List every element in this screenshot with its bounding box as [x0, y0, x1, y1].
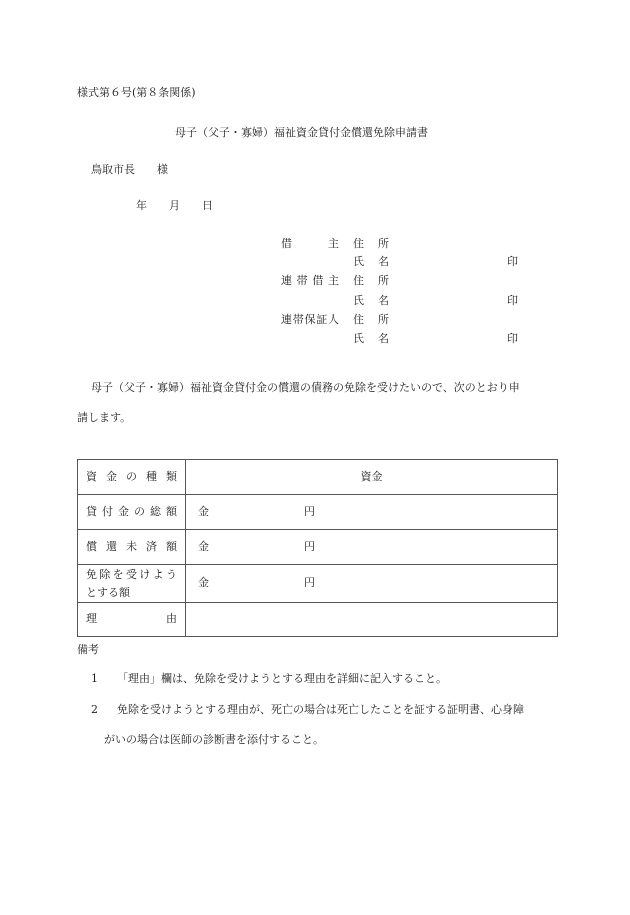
- exemption-label-line-1: 免 除 を 受 け よ う: [86, 567, 177, 581]
- note-item-2-continuation: がいの場合は医師の診断書を添付すること。: [104, 733, 324, 746]
- joint-borrower-address-label: 住 所: [353, 274, 389, 287]
- exemption-currency-unit: 円: [304, 576, 315, 590]
- total-loan-currency-unit: 円: [304, 504, 315, 518]
- table-row-unpaid: [78, 530, 558, 565]
- body-line-2: 請します。: [77, 411, 132, 424]
- exemption-amount: [186, 565, 558, 603]
- unpaid-currency-prefix: 金: [198, 539, 209, 553]
- reason-value: [186, 603, 558, 637]
- table-row-total-loan: [78, 495, 558, 530]
- note-item-2: [91, 703, 524, 717]
- body-line-1: 母子（父子・寡婦）福祉資金貸付金の償還の債務の免除を受けたいので、次のとおり申: [91, 381, 520, 394]
- unpaid-currency-unit: 円: [304, 539, 315, 553]
- total-loan-currency-prefix: 金: [198, 504, 209, 518]
- unpaid-amount: [186, 530, 558, 565]
- note-number: 2: [91, 703, 98, 716]
- addressee-name: 鳥取市長: [91, 163, 135, 176]
- borrower-seal: 印: [507, 255, 518, 268]
- note-text: 免除を受けようとする理由が、死亡の場合は死亡したことを証する証明書、心身障: [117, 703, 524, 716]
- guarantor-label: 連 帯 保 証 人: [281, 313, 339, 326]
- guarantor-address-label: 住 所: [353, 313, 389, 326]
- addressee: [91, 163, 168, 177]
- date-line: [136, 199, 213, 213]
- note-text: 「理由」欄は、免除を受けようとする理由を詳細に記入すること。: [117, 672, 447, 685]
- unpaid-label: 償 還 未 済 額: [86, 539, 177, 553]
- borrower-address-label: 住 所: [353, 237, 389, 250]
- joint-borrower-seal: 印: [507, 294, 518, 307]
- note-number: 1: [91, 672, 98, 685]
- table-row-reason: [78, 603, 558, 637]
- date-day: 日: [202, 199, 213, 212]
- fund-type-label: 資 金 の 種 類: [86, 469, 177, 483]
- guarantor-name-label: 氏 名: [353, 332, 389, 345]
- notes-heading: 備考: [77, 643, 99, 656]
- addressee-honorific: 様: [157, 163, 168, 176]
- reason-label: 理 由: [86, 612, 177, 626]
- form-number: 様式第６号(第８条関係): [77, 86, 196, 99]
- exemption-currency-prefix: 金: [198, 576, 209, 590]
- fund-type-value: 資金: [186, 460, 558, 495]
- total-loan-label: 貸 付 金 の 総 額: [86, 504, 177, 518]
- table-row-fund-type: [78, 460, 558, 495]
- date-month: 月: [169, 199, 180, 212]
- exemption-label-line-2: とする額: [86, 585, 130, 599]
- form-title: 母子（父子・寡婦）福祉資金貸付金償還免除申請書: [175, 126, 428, 139]
- borrower-label: 借 主: [281, 237, 339, 250]
- loan-info-table: [77, 459, 558, 637]
- joint-borrower-label: 連 帯 借 主: [281, 274, 339, 287]
- note-item-1: [91, 672, 447, 686]
- date-year: 年: [136, 199, 147, 212]
- table-row-exemption: [78, 565, 558, 603]
- joint-borrower-name-label: 氏 名: [353, 294, 389, 307]
- total-loan-amount: [186, 495, 558, 530]
- guarantor-seal: 印: [507, 332, 518, 345]
- borrower-name-label: 氏 名: [353, 255, 389, 268]
